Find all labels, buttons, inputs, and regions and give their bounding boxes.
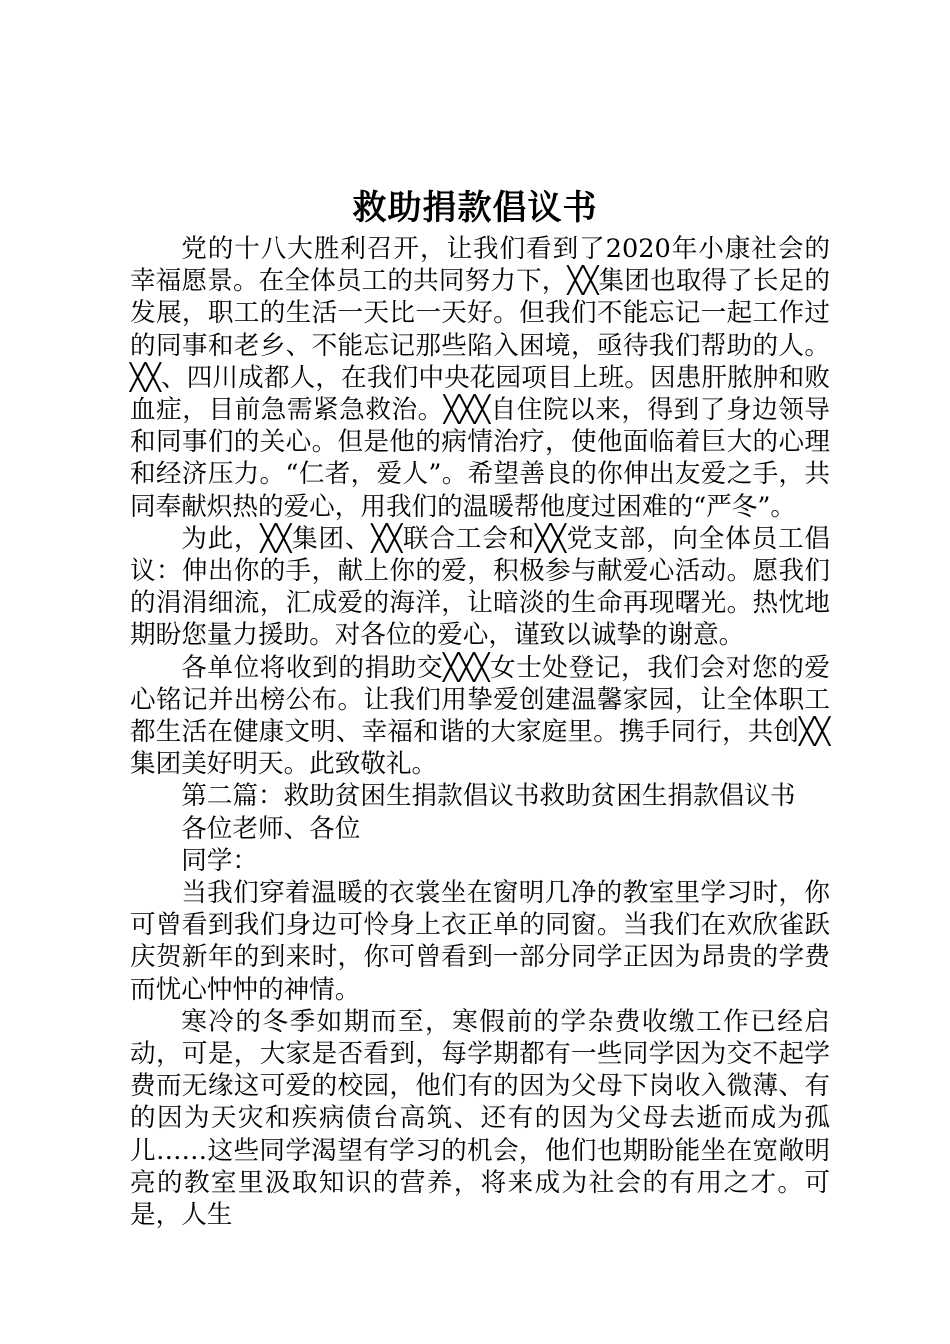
paragraph: 为此，╳╳集团、╳╳联合工会和╳╳党支部，向全体员工倡议：伸出你的手，献上你的爱，积极参与献爱心活动。愿我们的涓涓细流，汇成爱的海洋，让暗淡的生命再现曙光。热忱地期盼您量力援助。对各位的爱心，谨致以诚挚的谢意。 bbox=[130, 523, 830, 651]
salutation-line: 各位老师、各位 bbox=[181, 813, 361, 844]
section-heading: 第二篇：救助贫困生捐款倡议书救助贫困生捐款倡议书 bbox=[181, 781, 796, 812]
paragraph: 当我们穿着温暖的衣裳坐在窗明几净的教室里学习时，你可曾看到我们身边可怜身上衣正单的同窗。当我们在欢欣雀跃庆贺新年的到来时，你可曾看到一部分同学正因为昂贵的学费而忧心忡忡的神情。 bbox=[130, 878, 830, 1005]
document-title: 救助捐款倡议书 bbox=[352, 188, 598, 228]
paragraph: 各单位将收到的捐助交╳╳╳女士处登记，我们会对您的爱心铭记并出榜公布。让我们用挚爱创建温馨家园，让全体职工都生活在健康文明、幸福和谐的大家庭里。携手同行，共创╳╳集团美好明天。此致敬礼。 bbox=[130, 652, 830, 780]
document-body bbox=[130, 233, 830, 1231]
paragraph: 寒冷的冬季如期而至，寒假前的学杂费收缴工作已经启动，可是，大家是否看到，每学期都有一些同学因为交不起学费而无缘这可爱的校园，他们有的因为父母下岗收入微薄、有的因为天灾和疾病债台高筑、还有的因为父母去逝而成为孤儿……这些同学渴望有学习的机会，他们也期盼能坐在宽敞明亮的教室里汲取知识的营养，将来成为社会的有用之才。可是，人生 bbox=[130, 1006, 830, 1231]
salutation-line: 同学： bbox=[181, 845, 258, 876]
paragraph: 党的十八大胜利召开，让我们看到了2020年小康社会的幸福愿景。在全体员工的共同努力下，╳╳集团也取得了长足的发展，职工的生活一天比一天好。但我们不能忘记一起工作过的同事和老乡、不能忘记那些陷入困境，亟待我们帮助的人。╳╳、四川成都人，在我们中央花园项目上班。因患肝脓肿和败血症，目前急需紧急救治。╳╳╳自住院以来，得到了身边领导和同事们的关心。但是他的病情治疗，使他面临着巨大的心理和经济压力。“仁者，爱人”。希望善良的你伸出友爱之手，共同奉献炽热的爱心，用我们的温暖帮他度过困难的“严冬”。 bbox=[130, 234, 830, 522]
